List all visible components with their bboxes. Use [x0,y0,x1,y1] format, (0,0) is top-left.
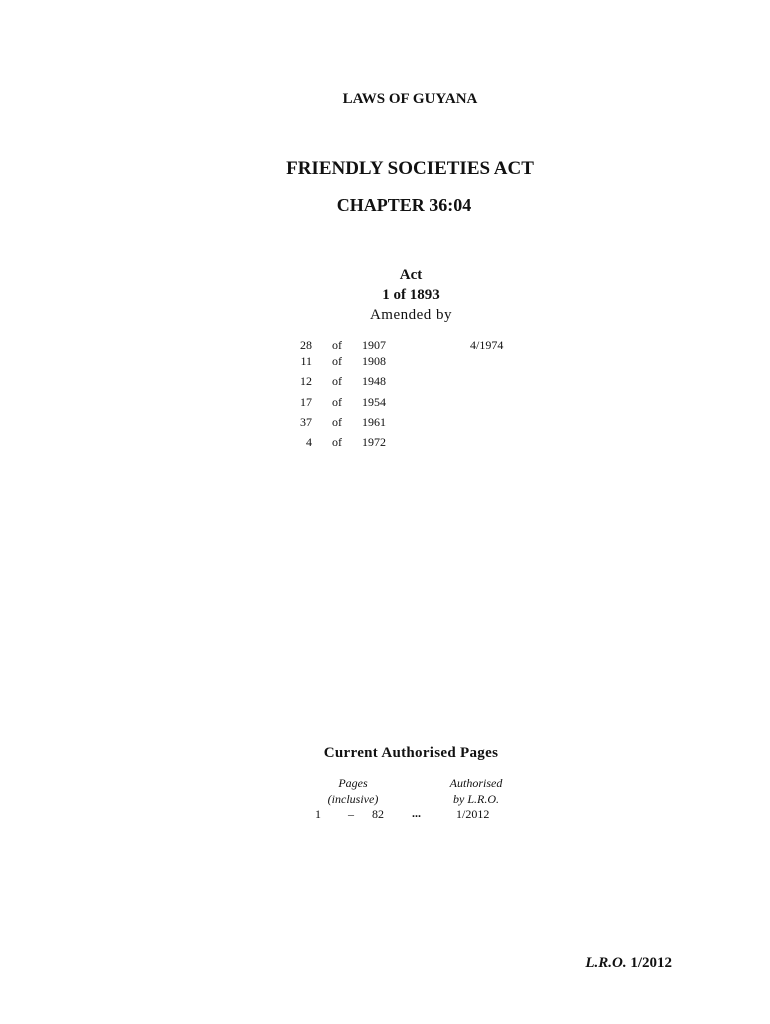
amendment-number: 11 [300,354,312,368]
range-date: 1/2012 [456,807,490,821]
authorised-header: Authorised [449,776,503,790]
footer-lro-label: L.R.O. [585,955,627,971]
amendment-year: 1907 [362,338,386,352]
amendment-year: 1961 [362,415,386,429]
amended-by-label: Amended by [369,307,453,323]
amendment-number: 37 [300,415,312,429]
amendment-of: of [332,415,342,429]
footer-lro-date: 1/2012 [630,955,672,971]
amendment-year: 1972 [362,435,386,449]
amendment-year: 1908 [362,354,386,368]
chapter-number: CHAPTER 36:04 [336,195,472,215]
amendment-of: of [332,435,342,449]
amendment-of: of [332,395,342,409]
amendment-extra: 4/1974 [470,338,504,352]
range-dots: ... [412,806,421,820]
amendment-of: of [332,338,342,352]
amendment-of: of [332,374,342,388]
amendment-number: 28 [300,338,312,352]
laws-title: LAWS OF GUYANA [342,91,478,107]
pages-header: Pages [338,776,368,790]
footer-lro [585,955,672,972]
act-number: 1 of 1893 [382,287,440,303]
range-end: 82 [372,807,384,821]
range-dash: – [348,807,354,821]
amendment-year: 1948 [362,374,386,388]
amendment-of: of [332,354,342,368]
range-start: 1 [315,807,321,821]
pages-inclusive-header: (inclusive) [327,792,379,806]
by-lro-header: by L.R.O. [453,792,499,806]
act-title: FRIENDLY SOCIETIES ACT [286,158,534,179]
act-label: Act [399,267,423,283]
amendment-number: 17 [300,395,312,409]
amendment-number: 12 [300,374,312,388]
current-authorised-pages-title: Current Authorised Pages [323,745,499,761]
amendment-number: 4 [306,435,312,449]
amendment-year: 1954 [362,395,386,409]
